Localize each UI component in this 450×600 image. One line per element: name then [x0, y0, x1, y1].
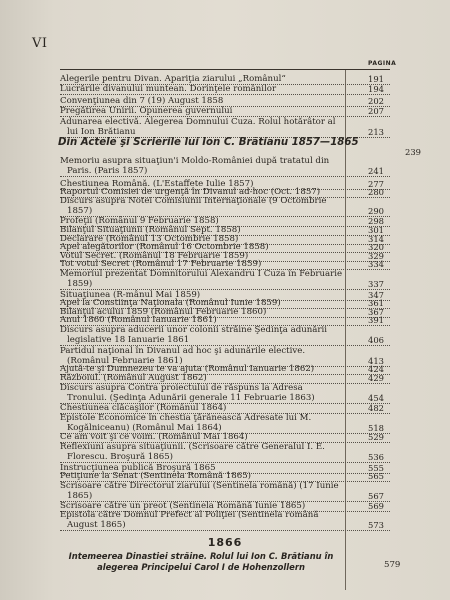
toc-entry-page: 194	[368, 84, 384, 94]
toc-entry-title: Memoriul prezentat Domnitorului Alexandru I Cuza în Februarie 1859)	[60, 269, 343, 290]
toc-entry-title: Pregătirea Unirii. Opunerea guvernului	[60, 106, 233, 116]
toc-entry-title: Ajută-te şi Dumnezeu te va ajuta (Românul Ianuarie 1862)	[60, 364, 315, 374]
toc-entry-page: 565	[368, 471, 384, 481]
toc-entry-title: Profeţii (Românul 9 Februarie 1858)	[60, 216, 219, 226]
toc-entry-title: Votul Secret. (Românul 18 Februarie 1859)	[60, 251, 249, 261]
toc-entry-page: 429	[368, 373, 384, 383]
toc-entry-page: 555	[368, 463, 384, 473]
toc-entry-page: 207	[368, 106, 384, 116]
toc-entry-title: Epistola către Domnul Prefect al Poliţiei (Sentinela română August 1865)	[60, 510, 319, 531]
toc-entry-page: 413	[368, 356, 384, 367]
toc-entry-title: Convenţiunea din 7 (19) August 1858	[60, 96, 224, 106]
toc-entry	[60, 432, 390, 442]
toc-entry-page: 301	[368, 225, 384, 235]
toc-entry-title: Scrisoare către un preot (Sentinela Română Iunie 1865)	[60, 501, 306, 511]
toc-entry-title: Raportul Comisiei de urgenţă în Divanul ad-hoc (Oct. 1857)	[60, 187, 321, 197]
toc-entry	[60, 481, 390, 501]
toc-entry-page: 213	[368, 127, 384, 138]
toc-entry-title: Bilanţul acului 1859 (Românul Februarie 1860)	[60, 307, 267, 317]
toc-entry	[60, 74, 390, 84]
toc-entry-page: 191	[368, 74, 384, 84]
toc-entry-page: 406	[368, 335, 384, 346]
toc-entry	[60, 510, 390, 530]
toc-entry-title: Alegerile pentru Divan. Apariţia ziarului „Românul“	[60, 74, 286, 84]
toc-entry-title: Chestiunea clăcaşilor (Românul 1864)	[60, 403, 227, 413]
toc-entry-page: 347	[368, 290, 384, 300]
toc-entry	[60, 196, 390, 216]
toc-entry-page: 280	[368, 187, 384, 197]
dotted-separator	[60, 94, 390, 95]
toc-entry	[60, 383, 390, 403]
toc-entry-page: 569	[368, 501, 384, 511]
pagina-column-label: PAGINA	[368, 60, 397, 67]
toc-entry-page: 424	[368, 364, 384, 374]
toc-entry	[60, 471, 390, 481]
toc-entry-title: Discurs asupra Notei Comisiunii Internaţionale (9 Octombrie 1857)	[60, 196, 327, 217]
toc-entry-page: 277	[368, 179, 384, 189]
toc-entry	[60, 106, 390, 116]
roman-page-number: VI	[32, 36, 48, 51]
toc-entry-page: 391	[368, 315, 384, 325]
toc-entry-title: Tot votul Secret (Românul 17 Februarie 1859)	[60, 259, 262, 269]
year-section-title: Intemeerea Dinastiei străine. Rolul lui Ion C. Brătianu în alegerea Principelui Carol I de Hohenzollern	[68, 551, 334, 572]
toc-entry-page: 361	[368, 298, 384, 308]
toc-entry	[60, 84, 390, 94]
toc-entry	[60, 442, 390, 462]
toc-entry-title: Reflexiuni asupra situaţiunii. (Scrisoare către Generalul I. E. Florescu. Broşură 1865)	[60, 442, 325, 463]
section-page-number: 239	[405, 147, 421, 157]
year-heading: 1866	[207, 536, 243, 549]
toc-entry-page: 567	[368, 491, 384, 502]
toc-entry-title: Situaţiunea (R-mânul Mai 1859)	[60, 290, 201, 300]
toc-entry	[60, 96, 390, 106]
toc-entry-title: Partidul naţional în Divanul ad hoc şi adunările elective. (Românul Februarie 1861)	[60, 346, 306, 367]
section-heading: Din Actele şi Scrierile lui Ion C. Brătianu 1857—1865	[58, 137, 359, 148]
toc-entry-title: Scrisoare către Directorul ziarului (Sentinela română) (17 Iunie 1865)	[60, 481, 339, 502]
toc-entry-page: 329	[368, 251, 384, 261]
toc-entry-page: 536	[368, 452, 384, 463]
toc-entry-title: Petiţiune la Senat (Sentinela Română 1865)	[60, 471, 252, 481]
toc-entry-page: 202	[368, 96, 384, 106]
toc-entry-page: 298	[368, 216, 384, 226]
dotted-separator	[60, 176, 390, 177]
toc-entry-title: Instrucţiunea publică Broşură 1865	[60, 463, 216, 473]
toc-entry-title: Declarare (Românul 13 Octombrie 1858)	[60, 234, 239, 244]
toc-entry-page: 320	[368, 242, 384, 252]
toc-entry-title: Lucrările divanului muntean. Dorinţele românilor	[60, 84, 277, 94]
toc-entry-page: 482	[368, 403, 384, 413]
toc-entry-title: Apel alegătorilor (Românul 16 Octombrie 1858)	[60, 242, 269, 252]
toc-entry-page: 529	[368, 432, 384, 442]
toc-entry	[60, 259, 390, 269]
toc-entry-title: Bilanţul Situaţiunii (Românul Sept. 1858)	[60, 225, 241, 235]
toc-entry	[60, 325, 390, 345]
toc-entry-title: Discurs asupra Contra proiectului de răspuns la Adresa Tronului. (Şedinţa Adunării generale 11 Februarie 1863)	[60, 383, 315, 404]
toc-entry	[60, 269, 390, 289]
toc-entry-page: 454	[368, 393, 384, 404]
toc-entry-title: Anul 1860 (Românul Ianuarie 1861)	[60, 315, 217, 325]
toc-entry-page: 290	[368, 206, 384, 217]
toc-entry-page: 337	[368, 279, 384, 290]
toc-entry-title: Memoriu asupra situaţiun'i Moldo-României după tratatul din Paris. (Paris 1857)	[60, 156, 330, 177]
toc-entry-page: 314	[368, 234, 384, 244]
year-section-page-number: 579	[384, 560, 401, 570]
toc-entry-title: Epistole Economice în chestia ţărănească Adresate lui M. Kogălniceanu) (Românul Mai 1864)	[60, 413, 312, 434]
toc-entry-page: 334	[368, 259, 384, 269]
toc-entry	[60, 156, 390, 176]
toc-entry	[60, 413, 390, 433]
toc-entry-page: 367	[368, 307, 384, 317]
toc-entry	[60, 117, 390, 137]
toc-entry	[60, 373, 390, 383]
toc-entry-page: 518	[368, 423, 384, 434]
dotted-separator	[60, 530, 390, 531]
toc-entry	[60, 315, 390, 325]
toc-entry-page: 241	[368, 166, 384, 177]
toc-entry-page: 573	[368, 520, 384, 531]
toc-entry-title: Ce am voit şi ce voim. (Românul Mai 1864)	[60, 432, 248, 442]
toc-entry-title: Războiul. (Românul August 1862)	[60, 373, 207, 383]
toc-entry-title: Adunarea electivă. Alegerea Domnului Cuza. Rolul hotărâtor al lui Ion Brătianu	[60, 117, 336, 138]
toc-entry-title: Chestiunea Română. (L'Estaffete Iulie 1857)	[60, 179, 254, 189]
top-rule	[60, 69, 390, 70]
toc-entry	[60, 403, 390, 413]
toc-entry-title: Discurs asupra aducerii unor colonii străine Şedinţa adunării legislative 18 Ianuarie 1861	[60, 325, 328, 346]
toc-entry-title: Apel la Constiinţa Naţionala (Românul Iunie 1859)	[60, 298, 281, 308]
